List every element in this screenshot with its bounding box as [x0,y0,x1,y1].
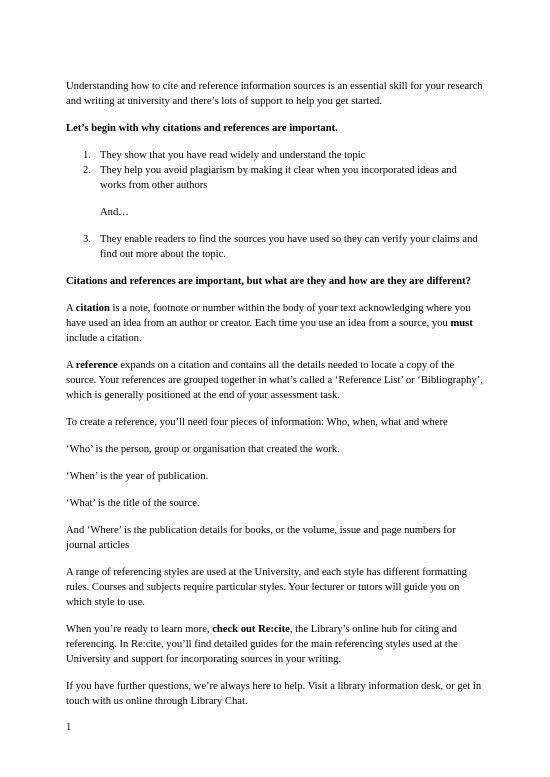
list-item-number: 3. [83,234,91,245]
reasons-list-part-2 [66,232,484,262]
recite-prefix: When you’re ready to learn more, [66,624,213,635]
citation-middle: is a note, footnote or number within the body of your text acknowledging where you have used an idea from an author or creator. Each time you use an idea from a source, you [66,303,471,329]
list-item-number: 1. [83,150,91,161]
recite-paragraph [66,622,484,667]
list-item [66,148,484,163]
citation-paragraph [66,301,484,346]
what-heading: Citations and references are important, but what are they and how are they are different? [66,276,471,287]
styles-paragraph: A range of referencing styles are used at the University, and each style has different formatting rules. Courses and subjects require particular styles. Your lecturer or tutors will guide you on which style to use. [66,567,467,608]
and-text: And… [100,207,129,218]
help-paragraph: If you have further questions, we’re always here to help. Visit a library information desk, or get in touch with us online through Library Chat. [66,681,482,707]
why-heading: Let’s begin with why citations and references are important. [66,123,338,134]
four-pieces-paragraph: To create a reference, you’ll need four pieces of information: Who, when, what and where [66,417,448,428]
who-paragraph: ‘Who’ is the person, group or organisation that created the work. [66,444,340,455]
reference-term: reference [75,360,118,371]
document-body [66,79,484,721]
reference-paragraph [66,358,484,403]
citation-must: must [450,318,473,329]
list-item-text: They help you avoid plagiarism by making it clear when you incorporated ideas and works from other authors [100,165,457,191]
recite-link[interactable]: check out Re:cite [212,624,290,635]
what-paragraph: ‘What’ is the title of the source. [66,498,200,509]
when-paragraph: ‘When’ is the year of publication. [66,471,209,482]
list-item [66,163,484,193]
list-item-text: They enable readers to find the sources you have used so they can verify your claims and find out more about the topic. [100,234,478,260]
intro-paragraph: Understanding how to cite and reference information sources is an essential skill for your research and writing at university and there’s lots of support to help you get started. [66,81,483,107]
where-paragraph: And ‘Where’ is the publication details for books, or the volume, issue and page numbers for journal articles [66,525,456,551]
list-item [66,232,484,262]
reference-suffix: expands on a citation and contains all the details needed to locate a copy of the source. Your references are grouped together in what’s called a ‘Reference List’ or ‘Bibliography’, which is generally positioned at the end of your assessment task. [66,360,483,401]
citation-suffix: include a citation. [66,333,142,344]
list-item-text: They show that you have read widely and understand the topic [100,150,366,161]
list-item-number: 2. [83,165,91,176]
reasons-list-part-1 [66,148,484,193]
page-number: 1 [66,722,72,733]
citation-term: citation [75,303,110,314]
citation-prefix: A [66,303,76,314]
recite-suffix: , the Library’s online hub for citing and referencing. In Re:cite, you’ll find detailed guides for the main referencing styles used at the University and support for incorporating sources in your writing. [66,624,458,665]
reference-prefix: A [66,360,76,371]
reasons-list-block [66,148,484,262]
